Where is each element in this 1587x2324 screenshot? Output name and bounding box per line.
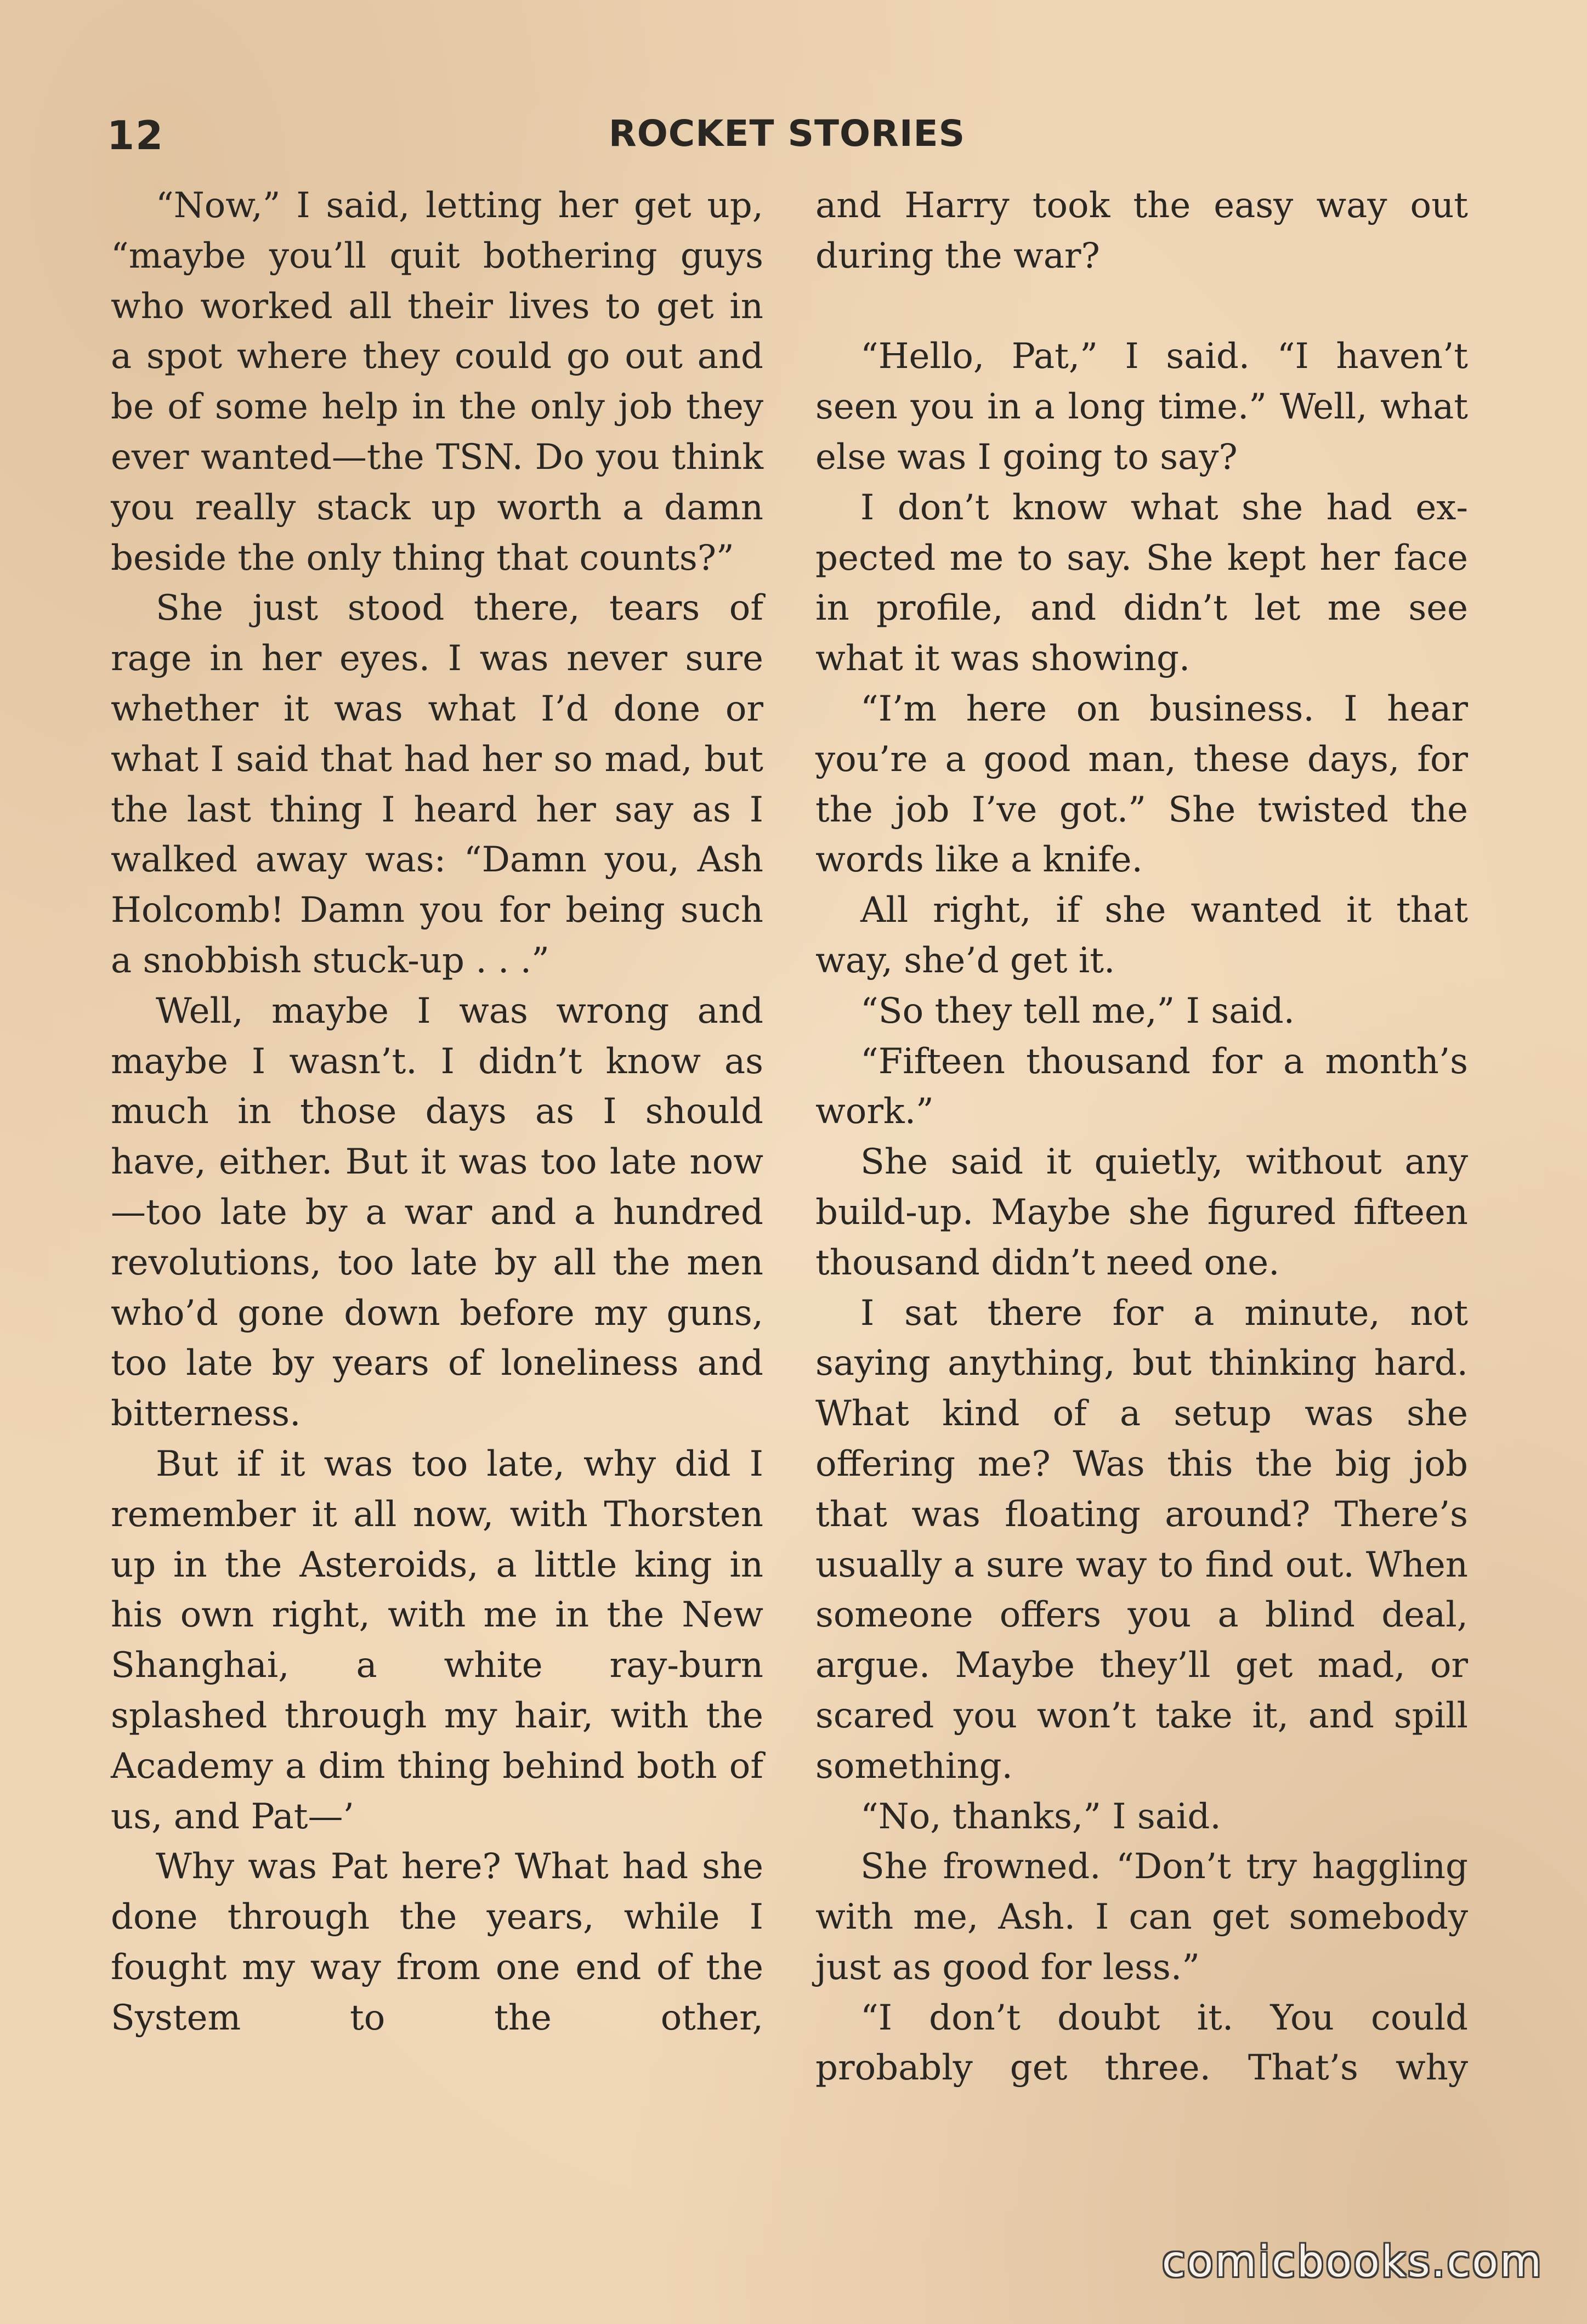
paragraph: She frowned. “Don’t try haggling with me, Ash. I can get somebody just as good for less.” [815,1846,1468,1988]
paragraph: All right, if she wanted it that way, she’d get it. [815,890,1468,981]
paragraph: “Fifteen thousand for a month’s work.” [815,1041,1468,1132]
paragraph: She just stood there, tears of rage in her eyes. I was never sure whether it was what I’d done or what I said that had her so mad, but the last thing I heard her say as I walked away was: “Damn you, Ash Holcomb! Damn you for being such a snobbish stuck-up . . .” [111,588,763,981]
paragraph: She said it quietly, without any build-up. Maybe she figured fifteen thousand didn’t need one. [815,1142,1468,1283]
watermark: comicbooks.com [1161,2237,1543,2287]
paragraph: “Hello, Pat,” I said. “I haven’t seen you in a long time.” Well, what else was I going to say? [815,336,1468,478]
running-head: ROCKET STORIES [608,112,966,155]
paragraph: I sat there for a minute, not saying anything, but thinking hard. What kind of a setup was she offering me? Was this the big job that was floating around? There’s usually a sure way to find out. When someone offers you a blind deal, argue. Maybe they’ll get mad, or scared you won’t take it, and spill something. [815,1293,1468,1787]
paragraph: “So they tell me,” I said. [860,990,1295,1031]
paragraph: and Harry took the easy way out during the war? [815,185,1468,276]
paragraph: Well, maybe I was wrong and maybe I wasn’t. I didn’t know as much in those days as I should have, either. But it was too late now—too late by a war and a hundred revolutions, too late by all the men who’d gone down before my guns, too late by years of loneliness and bitterness. [111,990,763,1435]
paragraph: I don’t know what she had expected me to say. She kept her face in profile, and didn’t let me see what it was showing. [815,487,1468,679]
paragraph: But if it was too late, why did I remember it all now, with Thorsten up in the Asteroids, a little king in his own right, with me in the New Shanghai, a white ray-burn splashed through my hair, with the Academy a dim thing behind both of us, and Pat—’ [111,1443,763,1837]
paragraph: “I’m here on business. I hear you’re a good man, these days, for the job I’ve got.” She twisted the words like a knife. [815,688,1468,881]
paragraph: “I don’t doubt it. You could probably get three. That’s why [815,1997,1468,2089]
page-number: 12 [107,112,165,158]
page-header [107,112,1467,167]
paragraph: Why was Pat here? What had she done through the years, while I fought my way from one end of the System to the other, [111,1846,763,2038]
left-column [111,181,763,2043]
paragraph: “No, thanks,” I said. [860,1796,1221,1837]
paragraph: “Now,” I said, letting her get up, “maybe you’ll quit bothering guys who worked all their lives to get in a spot where they could go out and be of some help in the only job they ever wanted—the TSN. Do you think you really stack up worth a damn beside the only thing that counts?” [111,185,763,579]
right-column [815,181,1468,2094]
